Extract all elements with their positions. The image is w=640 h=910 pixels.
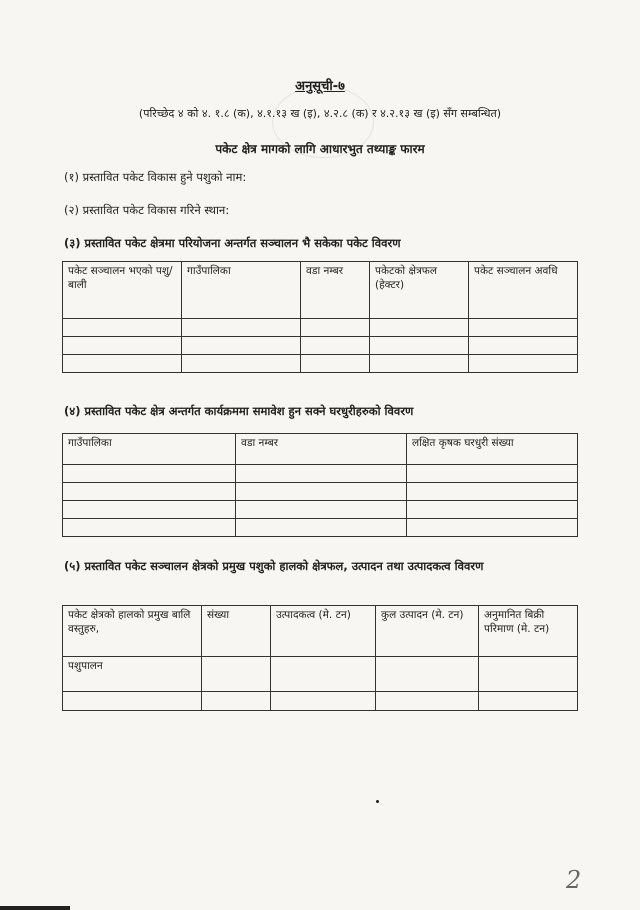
table-cell[interactable] — [63, 519, 236, 537]
row-label-livestock: पशुपालन — [63, 657, 202, 692]
col-header-municipality: गाउँपालिका — [182, 262, 301, 319]
col-header-duration: पकेट सञ्चालन अवधि — [469, 262, 578, 319]
table-row — [63, 519, 578, 537]
col-header-ward: वडा नम्बर — [236, 434, 407, 465]
col-header-animal-crop: पकेट सञ्चालन भएको पशु/बाली — [63, 262, 182, 319]
table-cell[interactable] — [236, 483, 407, 501]
table-cell[interactable] — [63, 319, 182, 337]
table-cell[interactable] — [469, 337, 578, 355]
col-header-major-commodity: पकेट क्षेत्रको हालको प्रमुख बालि वस्तुहरु, — [63, 606, 202, 657]
table-row — [63, 692, 578, 711]
table-cell[interactable] — [370, 337, 469, 355]
table-row — [63, 501, 578, 519]
scan-edge-mark — [0, 906, 70, 910]
table-cell[interactable] — [182, 319, 301, 337]
table-cell[interactable] — [407, 483, 578, 501]
table-cell[interactable] — [376, 657, 479, 692]
table-cell[interactable] — [407, 519, 578, 537]
ink-dot — [376, 800, 379, 803]
question-5: (५) प्रस्तावित पकेट सञ्चालन क्षेत्रको प्रमुख पशुको हालको क्षेत्रफल, उत्पादन तथा उत्पादकत्व विवरण — [64, 559, 484, 573]
question-2: (२) प्रस्तावित पकेट विकास गरिने स्थान: — [64, 203, 230, 217]
col-header-count: संख्या — [202, 606, 271, 657]
table-cell[interactable] — [202, 657, 271, 692]
table-cell[interactable] — [202, 692, 271, 711]
table-row — [63, 319, 578, 337]
table-cell[interactable] — [63, 465, 236, 483]
table-cell[interactable] — [63, 337, 182, 355]
table-cell[interactable] — [407, 465, 578, 483]
table-cell[interactable] — [370, 319, 469, 337]
table-cell[interactable] — [301, 355, 370, 373]
table-cell[interactable] — [63, 483, 236, 501]
col-header-total-production: कुल उत्पादन (मे. टन) — [376, 606, 479, 657]
col-header-productivity: उत्पादकत्व (मे. टन) — [271, 606, 376, 657]
table-cell[interactable] — [271, 692, 376, 711]
table-cell[interactable] — [469, 355, 578, 373]
table-cell[interactable] — [236, 465, 407, 483]
question-3: (३) प्रस्तावित पकेट क्षेत्रमा परियोजना अन्तर्गत सञ्चालन भै सकेका पकेट विवरण — [64, 236, 401, 250]
col-header-estimated-sales: अनुमानित बिक्री परिमाण (मे. टन) — [479, 606, 578, 657]
table-cell[interactable] — [301, 337, 370, 355]
production-table — [62, 605, 578, 711]
table-cell[interactable] — [407, 501, 578, 519]
table-row — [63, 465, 578, 483]
table-row — [63, 337, 578, 355]
col-header-area: पकेटको क्षेत्रफल (हेक्टर) — [370, 262, 469, 319]
table-cell[interactable] — [376, 692, 479, 711]
table-cell[interactable] — [63, 692, 202, 711]
households-table — [62, 433, 578, 537]
form-heading: पकेट क्षेत्र मागको लागि आधारभुत तथ्याङ्क फारम — [215, 142, 425, 156]
table-cell[interactable] — [479, 692, 578, 711]
table-row — [63, 355, 578, 373]
table-cell[interactable] — [63, 355, 182, 373]
table-row — [63, 483, 578, 501]
question-1: (१) प्रस्तावित पकेट विकास हुने पशुको नाम: — [64, 170, 247, 184]
table-header-row — [63, 262, 578, 319]
table-cell[interactable] — [182, 337, 301, 355]
col-header-ward: वडा नम्बर — [301, 262, 370, 319]
table-cell[interactable] — [479, 657, 578, 692]
table-cell[interactable] — [236, 501, 407, 519]
table-header-row — [63, 434, 578, 465]
table-cell[interactable] — [182, 355, 301, 373]
table-cell[interactable] — [469, 319, 578, 337]
question-4: (४) प्रस्तावित पकेट क्षेत्र अन्तर्गत कार्यक्रममा समावेश हुन सक्ने घरधुरीहरुको विवरण — [64, 404, 414, 418]
table-cell[interactable] — [370, 355, 469, 373]
table-cell[interactable] — [301, 319, 370, 337]
table-cell[interactable] — [236, 519, 407, 537]
table-cell[interactable] — [63, 501, 236, 519]
page-title: अनुसूची-७ — [295, 79, 345, 94]
table-cell[interactable] — [271, 657, 376, 692]
table-header-row — [63, 606, 578, 657]
col-header-households: लक्षित कृषक घरधुरी संख्या — [407, 434, 578, 465]
section-reference: (परिच्छेद ४ को ४. १.८ (क), ४.१.१३ ख (इ), ४.२.८ (क) र ४.२.१३ ख (इ) सँग सम्बन्धित) — [138, 107, 502, 120]
page-number: 2 — [566, 866, 582, 894]
existing-pocket-table — [62, 261, 578, 373]
table-row — [63, 657, 578, 692]
col-header-municipality: गाउँपालिका — [63, 434, 236, 465]
